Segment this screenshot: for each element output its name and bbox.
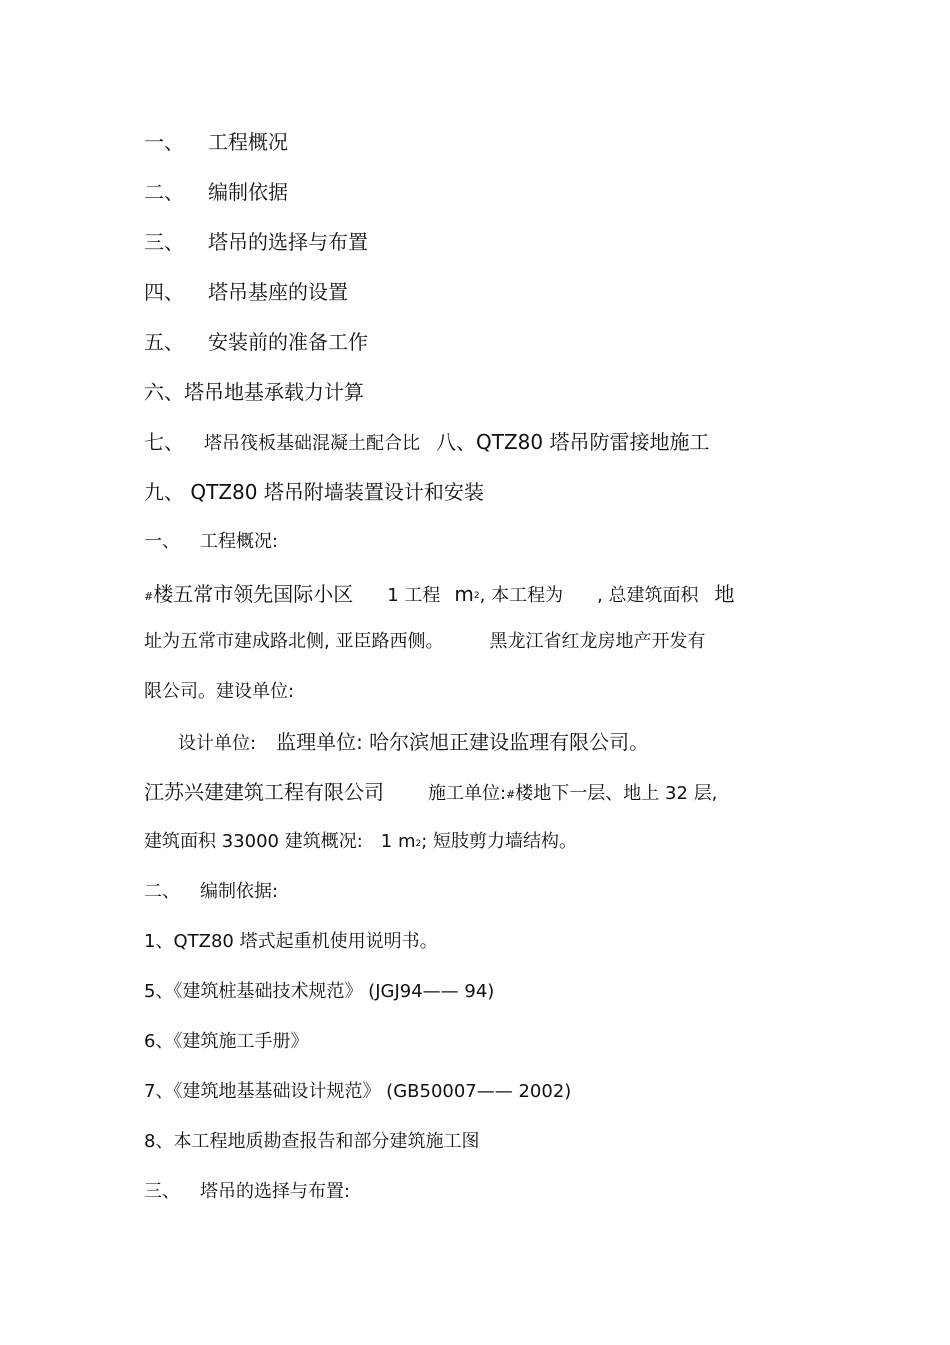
toc-item-7-8: 七、 塔吊筏板基础混凝土配合比 八、QTZ80 塔吊防雷接地施工 — [144, 430, 710, 454]
section-1-para-line-2: 址为五常市建成路北侧, 亚臣路西侧。 黑龙江省红龙房地产开发有 — [144, 631, 706, 652]
section-1-para-line-4: 设计单位: 监理单位: 哈尔滨旭正建设监理有限公司。 — [178, 730, 650, 754]
reference-item: 1、QTZ80 塔式起重机使用说明书。 — [144, 931, 438, 952]
toc-item-3: 三、 塔吊的选择与布置 — [144, 230, 368, 254]
section-1-para-line-3: 限公司。建设单位: — [144, 681, 295, 702]
section-1-para-line-5: 江苏兴建建筑工程有限公司 施工单位:#楼地下一层、地上 32 层, — [144, 780, 718, 804]
reference-item: 5、《建筑桩基础技术规范》 (JGJ94—— 94) — [144, 981, 495, 1002]
reference-item: 7、《建筑地基基础设计规范》 (GB50007—— 2002) — [144, 1081, 572, 1102]
section-1-para-line-1: #楼五常市领先国际小区 1 工程 $m^2$, 本工程为 , 总建筑面积 地 — [144, 582, 735, 606]
reference-item: 8、本工程地质勘查报告和部分建筑施工图 — [144, 1131, 480, 1152]
toc-item-5: 五、 安装前的准备工作 — [144, 330, 368, 354]
section-2-heading: 二、 编制依据: — [144, 881, 279, 902]
section-3-heading: 三、 塔吊的选择与布置: — [144, 1181, 351, 1202]
toc-item-4: 四、 塔吊基座的设置 — [144, 280, 348, 304]
reference-item: 6、《建筑施工手册》 — [144, 1031, 309, 1052]
toc-item-2: 二、 编制依据 — [144, 180, 288, 204]
section-1-heading: 一、 工程概况: — [144, 531, 279, 552]
section-1-para-line-6: 建筑面积 33000 建筑概况: 1 $m^2$; 短肢剪力墙结构。 — [144, 831, 578, 852]
toc-item-1: 一、 工程概况 — [144, 130, 288, 154]
toc-item-6: 六、塔吊地基承载力计算 — [144, 380, 364, 404]
toc-item-9: 九、 QTZ80 塔吊附墙装置设计和安装 — [144, 480, 484, 504]
